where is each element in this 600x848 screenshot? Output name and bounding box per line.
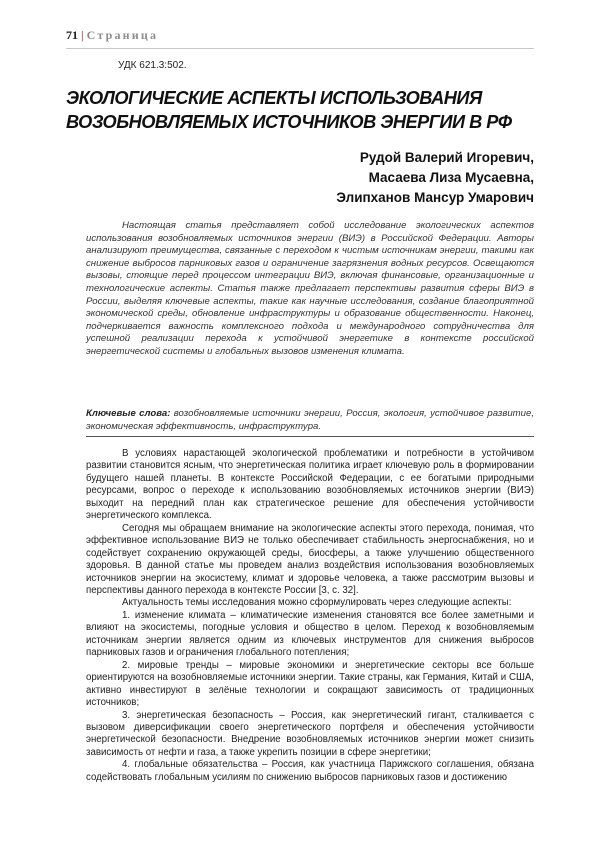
list-item: 1. изменение климата – климатические изменения становятся все более заметными и влияют на экосистемы, погодные условия и общество в целом. Переход к возобновляемым источникам энергии является одним из ключевых инструментов для снижения выбросов парниковых газов и ограничения глобального потепления; (86, 609, 534, 659)
header-label: Страница (86, 28, 159, 42)
list-item: 2. мировые тренды – мировые экономики и энергетические секторы все больше ориентируются на возобновляемые источники энергии. Такие страны, как Германия, Китай и США, активно инвестируют в зелёные технологии и сокращают зависимость от традиционных источников; (86, 659, 534, 709)
udk-code: УДК 621.3:502. (118, 60, 187, 71)
section-divider (86, 436, 534, 437)
author-name: Элипханов Мансур Умарович (336, 190, 534, 205)
keywords (86, 408, 534, 433)
author-name: Масаева Лиза Мусаевна, (368, 170, 534, 185)
keywords-label: Ключевые слова: (86, 408, 171, 419)
article-title: ЭКОЛОГИЧЕСКИЕ АСПЕКТЫ ИСПОЛЬЗОВАНИЯ ВОЗОБНОВЛЯЕМЫХ ИСТОЧНИКОВ ЭНЕРГИИ В РФ (66, 88, 512, 132)
header-rule (66, 48, 534, 49)
author-name: Рудой Валерий Игоревич, (359, 150, 534, 165)
abstract: Настоящая статья представляет собой исследование экологических аспектов использования возобновляемых источников энергии (ВИЭ) в Российской Федерации. Авторы анализируют преимущества, связанные с переходом к чистым источникам энергии, такими как снижение выбросов парниковых газов и ограничение загрязнения водных ресурсов. Освещаются вызовы, стоящие перед процессом интеграции ВИЭ, включая финансовые, организационные и технологические аспекты. Статья также предлагает перспективы развития сферы ВИЭ в России, выделяя ключевые аспекты, такие как научные исследования, создание благоприятной экономической среды, обновление инфраструктуры и образование общественности. Наконец, подчеркивается важность комплексного подхода и международного сотрудничества для успешной реализации перехода к устойчивой энергетике в контексте российской энергетической системы и глобальных вызовов изменения климата. (86, 220, 534, 357)
keywords-text: возобновляемые источники энергии, Россия, экология, устойчивое развитие, экономическая эффективность, инфраструктура. (86, 408, 534, 432)
page-number: 71 (66, 28, 78, 42)
list-item: 3. энергетическая безопасность – Россия, как энергетический гигант, сталкивается с вызовом диверсификации своего энергетического портфеля и обеспечения устойчивости энергетической безопасности. Внедрение возобновляемых источников энергии может снизить зависимость от нефти и газа, а также укрепить позиции в сфере энергетики; (86, 709, 534, 758)
body-paragraph: Сегодня мы обращаем внимание на экологические аспекты этого перехода, понимая, что эффективное использование ВИЭ не только обеспечивает стабильность энергоснабжения, но и содействует сохранению окружающей среды, биосферы, а также улучшению общественного здоровья. В данной статье мы проведем анализ воздействия использования возобновляемых источников энергии на экосистему, климат и здоровье человека, а также рассмотрим вызовы и перспективы данного перехода в контексте России [3, с. 32]. (86, 522, 534, 596)
body-paragraph: В условиях нарастающей экологической проблематики и потребности в устойчивом развитии становится ясным, что энергетическая политика играет ключевую роль в формировании будущего нашей планеты. В контексте Российской Федерации, с ее богатыми природными ресурсами, вопрос о переходе к использованию возобновляемых источников энергии (ВИЭ) выходит на передний план как стратегическое решение для обеспечения устойчивости энергетического комплекса. (86, 448, 534, 522)
list-item: 4. глобальные обязательства – Россия, как участница Парижского соглашения, обязана содействовать глобальным усилиям по снижению выбросов парниковых газов и достижению (86, 759, 534, 783)
article-body (86, 448, 534, 784)
running-header (66, 28, 534, 43)
body-paragraph: Актуальность темы исследования можно сформулировать через следующие аспекты: (122, 597, 512, 609)
author-list (336, 148, 534, 208)
header-separator: | (81, 28, 84, 42)
